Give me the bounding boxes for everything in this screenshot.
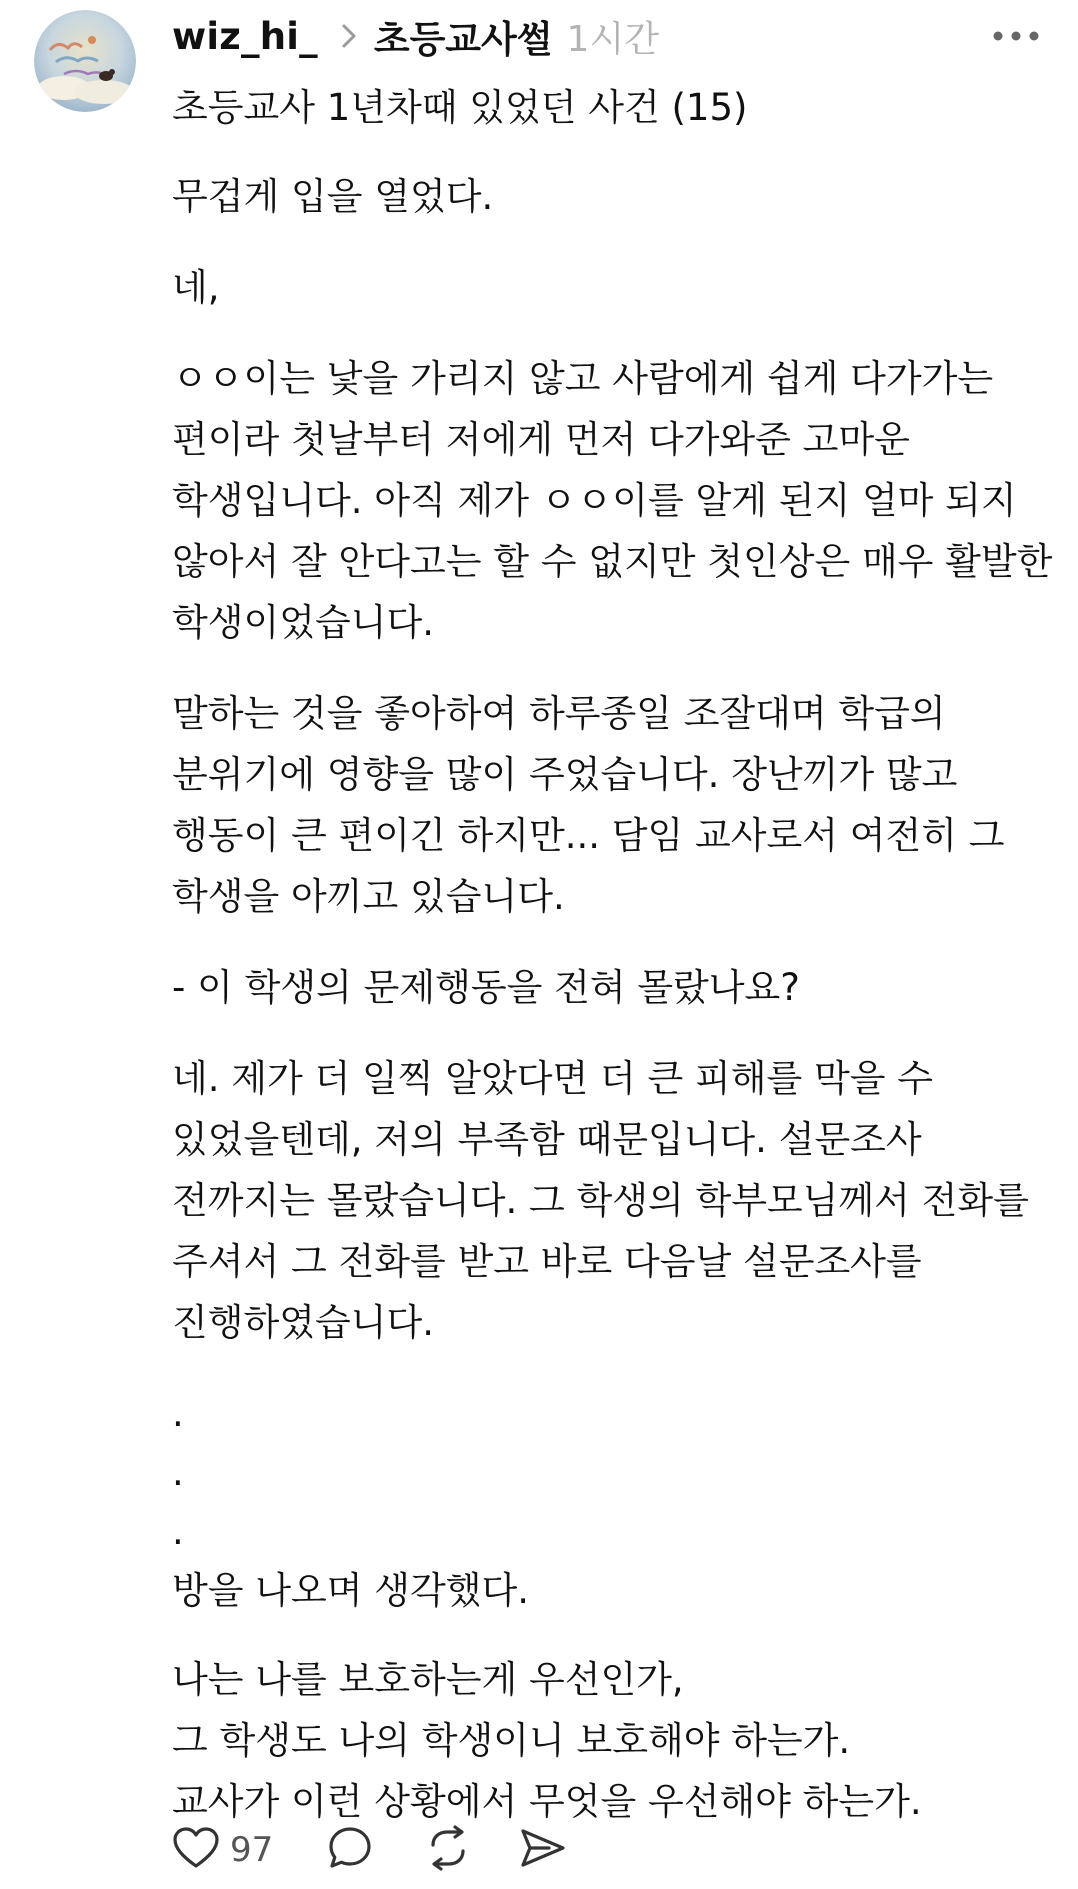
repost-button[interactable] bbox=[423, 1825, 473, 1875]
text-line: 학생입니다. 아직 제가 ㅇㅇ이를 알게 된지 얼마 되지 bbox=[172, 479, 1017, 522]
post-header bbox=[172, 6, 659, 66]
paragraph bbox=[172, 1383, 1062, 1619]
text-line: 무겁게 입을 열었다. bbox=[172, 175, 494, 218]
comment-button[interactable] bbox=[327, 1825, 373, 1875]
share-icon bbox=[519, 1825, 567, 1875]
text-line: 진행하였습니다. bbox=[172, 1301, 434, 1344]
like-button[interactable] bbox=[172, 1826, 327, 1874]
text-line: . bbox=[172, 1392, 184, 1435]
text-line: 전까지는 몰랐습니다. 그 학생의 학부모님께서 전화를 bbox=[172, 1179, 1029, 1222]
text-line: ㅇㅇ이는 낯을 가리지 않고 사람에게 쉽게 다가가는 bbox=[172, 357, 994, 400]
post-title: 초등교사 1년차때 있었던 사건 (15) bbox=[172, 86, 748, 129]
paragraph bbox=[172, 348, 1062, 653]
comment-icon bbox=[327, 1825, 373, 1875]
text-line: 편이라 첫날부터 저에게 먼저 다가와준 고마운 bbox=[172, 418, 910, 461]
post-body bbox=[172, 166, 1062, 1862]
community-name[interactable]: 초등교사썰 bbox=[373, 18, 553, 61]
heart-icon bbox=[172, 1826, 220, 1874]
paragraph bbox=[172, 683, 1062, 927]
repost-icon bbox=[423, 1825, 473, 1875]
text-line: 분위기에 영향을 많이 주었습니다. 장난끼가 많고 bbox=[172, 753, 958, 796]
text-line: 않아서 잘 안다고는 할 수 없지만 첫인상은 매우 활발한 bbox=[172, 540, 1053, 583]
paragraph bbox=[172, 1649, 1062, 1832]
paragraph bbox=[172, 257, 1062, 318]
action-bar bbox=[172, 1822, 567, 1878]
avatar[interactable] bbox=[34, 10, 136, 112]
text-line: 네. 제가 더 일찍 알았다면 더 큰 피해를 막을 수 bbox=[172, 1057, 933, 1100]
text-line: 학생이었습니다. bbox=[172, 601, 434, 644]
text-line: 그 학생도 나의 학생이니 보호해야 하는가. bbox=[172, 1719, 851, 1762]
text-line: 네, bbox=[172, 266, 220, 309]
more-options-icon[interactable] bbox=[990, 18, 1042, 54]
paragraph bbox=[172, 166, 1062, 227]
text-line: 있었을텐데, 저의 부족함 때문입니다. 설문조사 bbox=[172, 1118, 922, 1161]
paragraph bbox=[172, 957, 1062, 1018]
paragraph bbox=[172, 1048, 1062, 1353]
post-time: 1시간 bbox=[566, 18, 660, 60]
text-line: 방을 나오며 생각했다. bbox=[172, 1569, 529, 1612]
text-line: . bbox=[172, 1510, 184, 1553]
text-line: . bbox=[172, 1451, 184, 1494]
text-line: 나는 나를 보호하는게 우선인가, bbox=[172, 1658, 684, 1701]
username[interactable]: wiz_hi_ bbox=[172, 14, 318, 58]
text-line: 행동이 큰 편이긴 하지만... 담임 교사로서 여전히 그 bbox=[172, 814, 1005, 857]
chevron-right-icon bbox=[336, 21, 362, 51]
text-line: 학생을 아끼고 있습니다. bbox=[172, 875, 565, 918]
share-button[interactable] bbox=[519, 1825, 567, 1875]
text-line: 주셔서 그 전화를 받고 바로 다음날 설문조사를 bbox=[172, 1240, 922, 1283]
like-count: 97 bbox=[230, 1830, 274, 1870]
text-line: - 이 학생의 문제행동을 전혀 몰랐나요? bbox=[172, 966, 800, 1009]
text-line: 말하는 것을 좋아하여 하루종일 조잘대며 학급의 bbox=[172, 692, 946, 735]
text-line: 교사가 이런 상황에서 무엇을 우선해야 하는가. bbox=[172, 1780, 922, 1823]
